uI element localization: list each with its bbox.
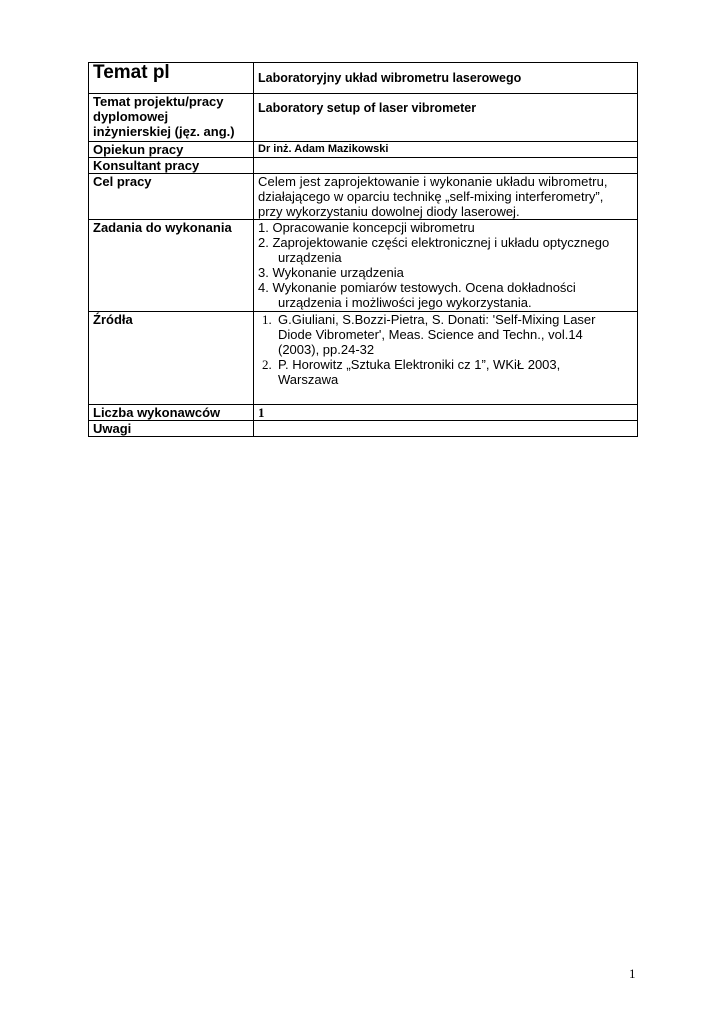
sources-label: Źródła — [89, 312, 254, 405]
goal-line: przy wykorzystaniu dowolnej diody laserowej. — [258, 204, 520, 219]
goal-line: Celem jest zaprojektowanie i wykonanie układu wibrometru, — [258, 174, 608, 189]
row-goal — [89, 174, 638, 220]
goal-line: działającego w oparciu technikę „self-mixing interferometry”, — [258, 189, 604, 204]
task-line: 2. Zaprojektowanie części elektronicznej i układu optycznego — [258, 235, 610, 250]
reference-item — [258, 312, 633, 357]
row-count — [89, 405, 638, 421]
topic-en-label-line: inżynierskiej (jęz. ang.) — [93, 124, 235, 139]
topic-en-label — [89, 94, 254, 142]
reference-line: (2003), pp.24-32 — [278, 342, 375, 357]
consultant-label: Konsultant pracy — [89, 158, 254, 174]
row-sources — [89, 312, 638, 405]
reference-number: 1. — [262, 312, 272, 327]
consultant-value — [254, 158, 638, 174]
sources-value — [254, 312, 638, 405]
supervisor-label: Opiekun pracy — [89, 142, 254, 158]
tasks-value — [254, 220, 638, 312]
count-label: Liczba wykonawców — [89, 405, 254, 421]
notes-value — [254, 421, 638, 437]
tasks-label: Zadania do wykonania — [89, 220, 254, 312]
goal-label: Cel pracy — [89, 174, 254, 220]
thesis-topic-table — [88, 62, 638, 437]
reference-line: Warszawa — [278, 372, 339, 387]
reference-line: P. Horowitz „Sztuka Elektroniki cz 1”, WKiŁ 2003, — [278, 357, 561, 372]
topic-pl-value: Laboratoryjny układ wibrometru laserowego — [254, 63, 638, 94]
task-line: 3. Wykonanie urządzenia — [258, 265, 404, 280]
topic-en-label-line: Temat projektu/pracy — [93, 94, 224, 109]
topic-en-value: Laboratory setup of laser vibrometer — [254, 94, 638, 142]
goal-value — [254, 174, 638, 220]
reference-line: G.Giuliani, S.Bozzi-Pietra, S. Donati: 'Self-Mixing Laser — [278, 312, 596, 327]
task-line: urządzenia — [278, 250, 342, 265]
notes-label: Uwagi — [89, 421, 254, 437]
topic-en-label-line: dyplomowej — [93, 109, 169, 124]
page-number: 1 — [629, 966, 636, 981]
reference-number: 2. — [262, 357, 272, 372]
row-notes — [89, 421, 638, 437]
row-topic-pl — [89, 63, 638, 94]
task-line: 1. Opracowanie koncepcji wibrometru — [258, 220, 475, 235]
count-value: 1 — [254, 405, 638, 421]
row-tasks — [89, 220, 638, 312]
row-supervisor — [89, 142, 638, 158]
reference-line: Diode Vibrometer', Meas. Science and Techn., vol.14 — [278, 327, 583, 342]
supervisor-value: Dr inż. Adam Mazikowski — [254, 142, 638, 158]
reference-item — [258, 357, 633, 387]
task-line: urządzenia i możliwości jego wykorzystania. — [278, 295, 532, 310]
topic-pl-label: Temat pl — [89, 63, 254, 94]
task-line: 4. Wykonanie pomiarów testowych. Ocena dokładności — [258, 280, 576, 295]
row-topic-en — [89, 94, 638, 142]
row-consultant — [89, 158, 638, 174]
